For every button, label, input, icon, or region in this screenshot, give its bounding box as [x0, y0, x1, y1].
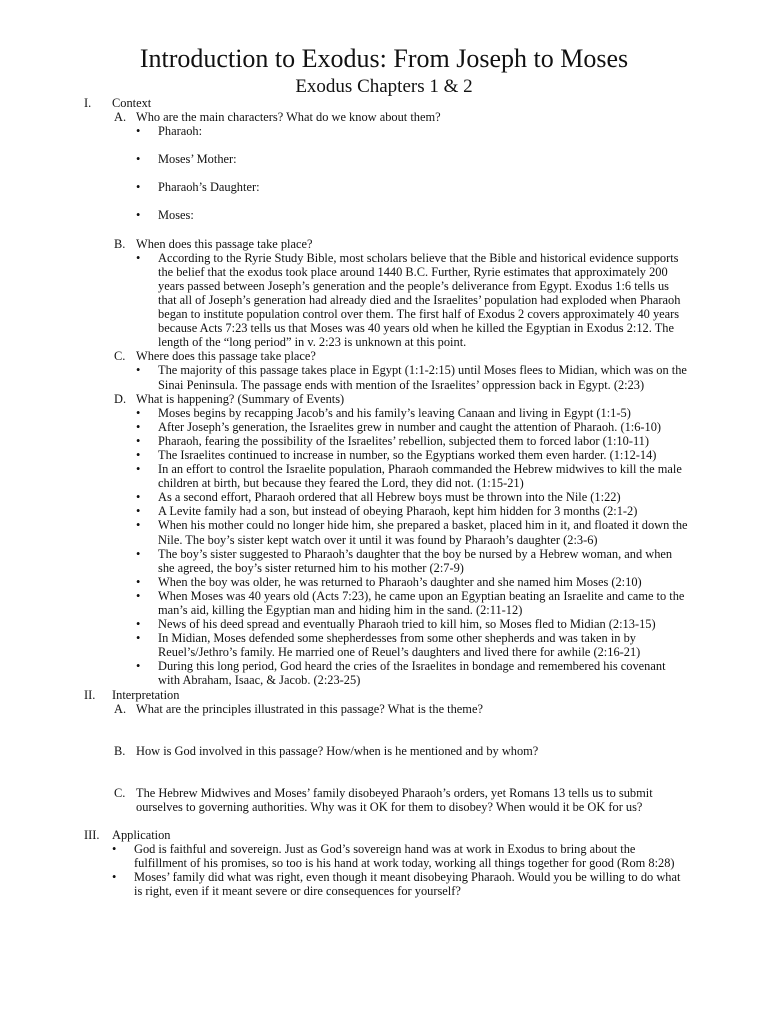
subsection-question: What are the principles illustrated in this passage? What is the theme? [136, 701, 483, 716]
list-item: • Moses’ family did what was right, even though it meant disobeying Pharaoh. Would you be willing to do what is right, even if it meant severe or dire consequences for yourself? [112, 870, 681, 899]
subsection-ii-a [84, 702, 688, 716]
section-ii-heading [84, 688, 688, 702]
list-item: • When his mother could no longer hide him, she prepared a basket, placed him in it, and floated it down the Nile. The boy’s sister kept watch over it until it was found by Pharaoh’s daughter (2:3-6) [136, 518, 688, 547]
bullet-icon: • [136, 546, 141, 561]
subsection-question: How is God involved in this passage? How/when is he mentioned and by whom? [136, 743, 539, 758]
bullet-icon: • [136, 504, 141, 519]
list-item: • Pharaoh: [136, 124, 203, 139]
subsection-i-a [84, 110, 688, 124]
document-subtitle: Exodus Chapters 1 & 2 [295, 76, 473, 97]
bullet-icon: • [136, 447, 141, 462]
subsection-question: The Hebrew Midwives and Moses’ family disobeyed Pharaoh’s orders, yet Romans 13 tells us to submit ourselves to governing authorities. Why was it OK for them to disobey? When would it be OK for us? [136, 785, 653, 814]
outline [84, 96, 688, 899]
list-item: • In an effort to control the Israelite population, Pharaoh commanded the Hebrew midwives to kill the male children at birth, but because they feared the Lord, they did not. (1:15-21) [136, 462, 682, 491]
bullet-icon: • [136, 152, 141, 167]
list-item: • When the boy was older, he was returned to Pharaoh’s daughter and she named him Moses (2:10) [136, 574, 642, 589]
bullet-icon: • [112, 870, 117, 885]
subsection-ii-c [84, 786, 688, 814]
list-item: • Pharaoh’s Daughter: [136, 180, 260, 195]
subsection-letter: C. [114, 349, 126, 364]
subsection-letter: A. [114, 701, 127, 716]
subsection-letter: B. [114, 743, 126, 758]
subsection-question: Where does this passage take place? [136, 349, 316, 364]
list-item: • When Moses was 40 years old (Acts 7:23), he came upon an Egyptian beating an Israelite and came to the man’s aid, killing the Egyptian man and hiding him in the sand. (2:11-12) [136, 588, 685, 617]
bullet-icon: • [136, 405, 141, 420]
bullet-icon: • [136, 180, 141, 195]
subsection-letter: C. [114, 785, 126, 800]
section-iii-heading [84, 828, 688, 842]
bullet-icon: • [136, 588, 141, 603]
list-item: • The boy’s sister suggested to Pharaoh’s daughter that the boy be nursed by a Hebrew woman, and when she agreed, the boy’s sister returned him to his mother (2:7-9) [136, 546, 673, 575]
subsection-question: What is happening? (Summary of Events) [136, 391, 345, 406]
bullet-icon: • [136, 208, 141, 223]
list-item: • As a second effort, Pharaoh ordered that all Hebrew boys must be thrown into the Nile (1:22) [136, 490, 621, 505]
bullet-icon: • [136, 574, 141, 589]
subsection-letter: D. [114, 391, 127, 406]
list-item: • A Levite family had a son, but instead of obeying Pharaoh, kept him hidden for 3 months (2:1-2) [136, 504, 638, 519]
list-item: • God is faithful and sovereign. Just as God’s sovereign hand was at work in Exodus to bring about the fulfillment of his promises, so too is his hand at work today, working all things together for good (Rom 8:28) [112, 842, 675, 871]
subsection-i-d [84, 392, 688, 406]
section-title: Interpretation [112, 687, 180, 702]
subsection-i-c [84, 349, 688, 363]
bullet-icon: • [136, 363, 141, 378]
bullet-icon: • [136, 518, 141, 533]
list-item: • Pharaoh, fearing the possibility of the Israelites’ rebellion, subjected them to forced labor (1:10-11) [136, 433, 649, 448]
list-item: • After Joseph’s generation, the Israelites grew in number and caught the attention of Pharaoh. (1:6-10) [136, 419, 662, 434]
list-item: • Moses: [136, 208, 194, 223]
bullet-icon: • [136, 433, 141, 448]
section-numeral: I. [84, 96, 92, 110]
list-item: • During this long period, God heard the cries of the Israelites in bondage and remembered his covenant with Abraham, Isaac, & Jacob. (2:23-25) [136, 659, 666, 688]
section-numeral: II. [84, 687, 96, 702]
list-item: • Moses begins by recapping Jacob’s and his family’s leaving Canaan and living in Egypt (1:1-5) [136, 405, 631, 420]
subsection-question: Who are the main characters? What do we know about them? [136, 110, 441, 125]
section-title: Context [112, 96, 152, 110]
section-i-heading [84, 96, 688, 110]
bullet-icon: • [112, 842, 117, 857]
bullet-icon: • [136, 250, 141, 265]
bullet-icon: • [136, 631, 141, 646]
list-item: • According to the Ryrie Study Bible, most scholars believe that the Bible and historical evidence supports the belief that the exodus took place around 1440 B.C. Further, Ryrie estimates that approximately 200 years passed between Joseph’s generation and the people’s deliverance from Egypt. Exodus 1:6 tells us that all of Joseph’s generation had already died and the Israelites’ population had exploded when Pharaoh began to institute population control over them. The first half of Exodus 2 covers approximately 40 years because Acts 7:23 tells us that Moses was 40 years old when he killed the Egyptian in Exodus 2:12. The length of the “long period” in v. 2:23 is unknown at this point. [136, 250, 681, 350]
list-item: • In Midian, Moses defended some shepherdesses from some other shepherds and was taken in by Reuel’s/Jethro’s family. He married one of Reuel’s daughters and lived there for awhile (2:16-21) [136, 631, 641, 660]
subsection-question: When does this passage take place? [136, 236, 313, 251]
section-title: Application [112, 828, 171, 843]
subsection-letter: B. [114, 236, 126, 251]
bullet-icon: • [136, 124, 141, 139]
bullet-icon: • [136, 419, 141, 434]
subsection-i-b [84, 237, 688, 251]
bullet-icon: • [136, 659, 141, 674]
subsection-ii-b [84, 744, 688, 758]
list-item: • News of his deed spread and eventually Pharaoh tried to kill him, so Moses fled to Midian (2:13-15) [136, 617, 656, 632]
list-item: • The Israelites continued to increase in number, so the Egyptians worked them even harder. (1:12-14) [136, 447, 657, 462]
list-item: • The majority of this passage takes place in Egypt (1:1-2:15) until Moses flees to Midian, which was on the Sinai Peninsula. The passage ends with mention of the Israelites’ oppression back in Egypt. (2:23) [136, 363, 687, 392]
bullet-icon: • [136, 490, 141, 505]
bullet-icon: • [136, 617, 141, 632]
section-numeral: III. [84, 828, 100, 843]
list-item: • Moses’ Mother: [136, 152, 237, 167]
document-title: Introduction to Exodus: From Joseph to Moses [139, 44, 629, 73]
subsection-letter: A. [114, 110, 127, 125]
bullet-icon: • [136, 462, 141, 477]
